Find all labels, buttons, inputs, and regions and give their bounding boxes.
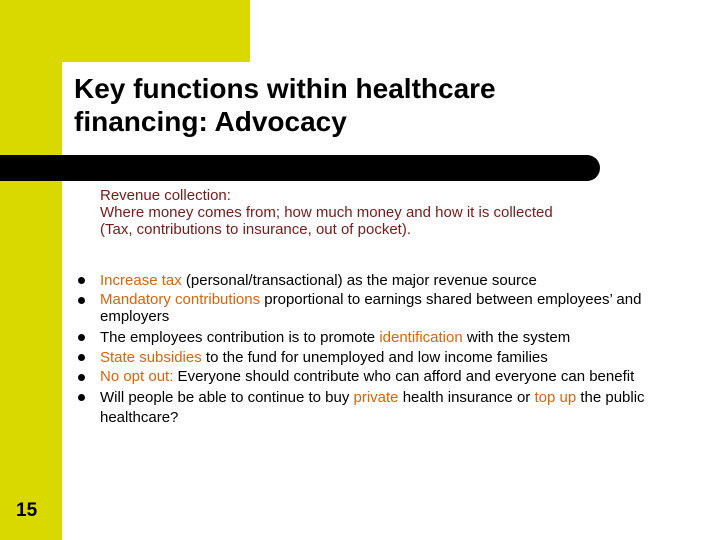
bullet-text-part: proportional to earnings shared between employees’ and employers <box>100 291 642 325</box>
bullet-text-part: State subsidies <box>100 349 202 366</box>
intro-heading-rest: collection: <box>160 187 231 204</box>
bullet-dot-icon <box>78 354 85 361</box>
bullet-text-part: The employees contribution is to promote <box>100 329 380 346</box>
bullet-item <box>82 388 682 428</box>
intro-line-3: (Tax, contributions to insurance, out of pocket). <box>100 221 411 238</box>
bullet-item <box>82 291 682 325</box>
bullet-dot-icon <box>78 297 85 304</box>
bullet-text-part: identification <box>379 329 463 346</box>
bullet-item <box>82 271 682 291</box>
bullet-item <box>82 368 682 385</box>
bullet-list <box>82 271 682 428</box>
bullet-text-part: No opt out: <box>100 368 174 385</box>
bullet-text-part: Mandatory contributions <box>100 291 261 308</box>
intro-line-2: Where money comes from; how much money and how it is collected <box>100 204 553 221</box>
bullet-text-part: (personal/transactional) as the major revenue source <box>181 272 537 289</box>
bullet-dot-icon <box>78 374 85 381</box>
bullet-text-part: Everyone should contribute who can afford and everyone can benefit <box>173 368 635 385</box>
intro-block <box>100 187 690 238</box>
bullet-dot-icon <box>78 394 85 401</box>
bullet-text-part: health insurance or <box>398 389 535 406</box>
bullet-text-part: Will people be able to continue to buy <box>100 389 354 406</box>
bullet-text-part: to the fund for unemployed and low income families <box>201 349 548 366</box>
bullet-dot-icon <box>78 277 85 284</box>
bullet-text-part: Increase tax <box>100 272 182 289</box>
bullet-text-part: with the system <box>462 329 571 346</box>
intro-term: Revenue <box>100 187 161 204</box>
divider-bar <box>0 155 600 181</box>
slide-title <box>74 72 634 138</box>
bullet-item <box>82 348 682 368</box>
page-number: 15 <box>16 500 38 521</box>
intro-heading <box>100 187 690 204</box>
bullet-text-part: the public healthcare? <box>100 389 645 426</box>
title-line-2: financing: Advocacy <box>74 106 347 137</box>
title-line-1: Key functions within healthcare <box>74 73 496 104</box>
bullet-text-part: private <box>353 389 399 406</box>
bullet-text-part: top up <box>534 389 577 406</box>
bullet-dot-icon <box>78 334 85 341</box>
bullet-item <box>82 328 682 348</box>
